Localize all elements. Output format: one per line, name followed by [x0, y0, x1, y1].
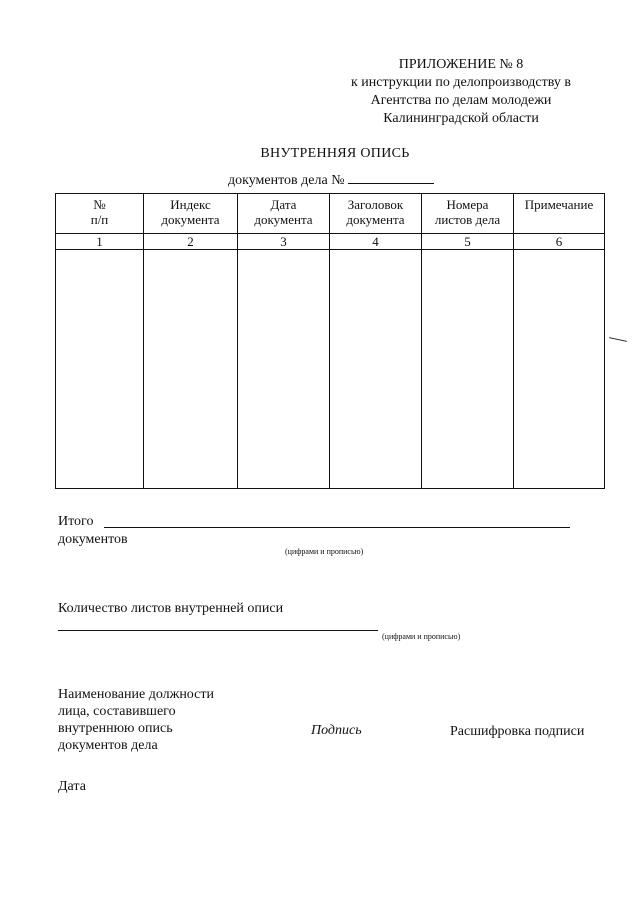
- column-number: 3: [238, 234, 330, 250]
- header-heading: Заголовок документа: [330, 194, 422, 234]
- table-header-row: [56, 194, 605, 234]
- table-cell: [144, 250, 238, 489]
- header-note: Примечание: [514, 194, 605, 234]
- signature-label: Подпись: [311, 723, 362, 738]
- header-index: Индекс документа: [144, 194, 238, 234]
- appendix-line-2: Агентства по делам молодежи: [370, 93, 552, 108]
- table-cell: [330, 250, 422, 489]
- document-subtitle: [228, 171, 434, 189]
- column-number: 1: [56, 234, 144, 250]
- case-number-blank: [348, 171, 434, 184]
- position-line-2: лица, составившего: [58, 704, 176, 719]
- sheets-hint: (цифрами и прописью): [382, 632, 461, 641]
- table-cell: [56, 250, 144, 489]
- header-number: № п/п: [56, 194, 144, 234]
- column-number: 6: [514, 234, 605, 250]
- table-cell: [514, 250, 605, 489]
- subtitle-text: документов дела №: [228, 173, 345, 188]
- header-sheets: Номера листов дела: [422, 194, 514, 234]
- appendix-title: ПРИЛОЖЕНИЕ № 8: [398, 57, 524, 72]
- table-cell: [238, 250, 330, 489]
- column-number: 5: [422, 234, 514, 250]
- total-line: [104, 527, 570, 528]
- scan-mark: [609, 337, 627, 342]
- table-body-row: [56, 250, 605, 489]
- sheets-label: Количество листов внутренней описи: [58, 601, 284, 616]
- inventory-table: [55, 193, 605, 489]
- document-title: ВНУТРЕННЯЯ ОПИСЬ: [260, 146, 410, 161]
- header-date: Дата документа: [238, 194, 330, 234]
- appendix-line-3: Калининградской области: [383, 111, 539, 126]
- column-number-row: [56, 234, 605, 250]
- position-line-4: документов дела: [58, 738, 158, 753]
- signature-decode-label: Расшифровка подписи: [450, 724, 585, 739]
- appendix-line-1: к инструкции по делопроизводству в: [350, 75, 572, 90]
- table-cell: [422, 250, 514, 489]
- position-line-3: внутреннюю опись: [58, 721, 173, 736]
- sheets-line: [58, 630, 378, 631]
- column-number: 4: [330, 234, 422, 250]
- total-label-documents: документов: [58, 532, 128, 547]
- appendix-block: [330, 56, 592, 128]
- column-number: 2: [144, 234, 238, 250]
- total-hint: (цифрами и прописью): [285, 547, 364, 556]
- position-line-1: Наименование должности: [58, 687, 214, 702]
- date-label: Дата: [58, 779, 86, 794]
- total-label: Итого: [58, 514, 94, 529]
